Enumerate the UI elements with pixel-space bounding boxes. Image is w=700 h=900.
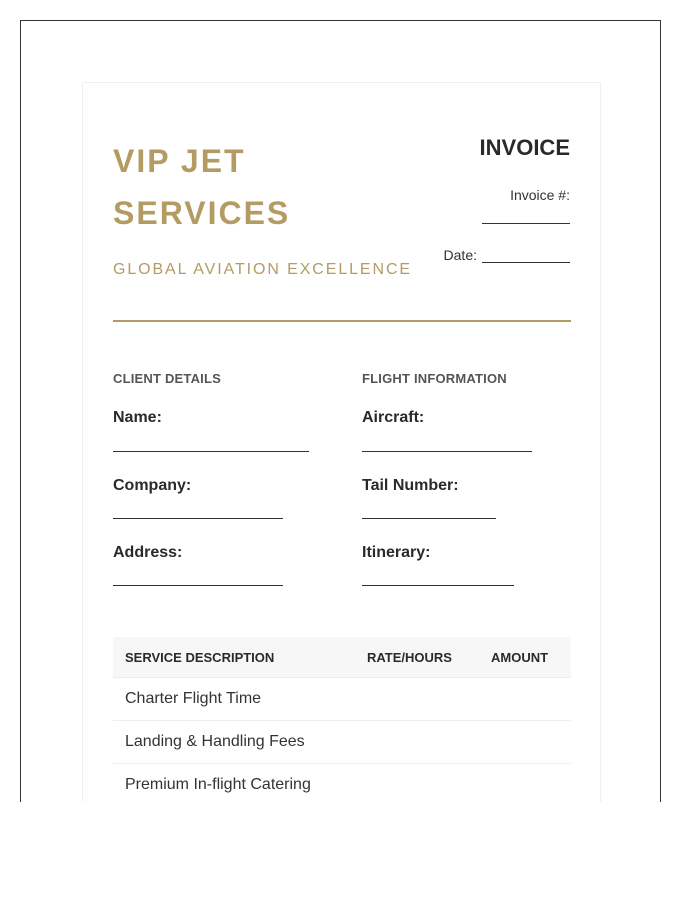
itinerary-label: Itinerary:: [362, 544, 431, 561]
flight-info-heading: FLIGHT INFORMATION: [362, 371, 507, 386]
aircraft-label: Aircraft:: [362, 409, 425, 426]
aircraft-field[interactable]: [362, 451, 532, 452]
itinerary-field[interactable]: [362, 585, 514, 586]
company-name: VIP JET SERVICES: [113, 143, 291, 231]
table-row: [113, 721, 571, 764]
table-row: [113, 678, 571, 721]
client-company-field[interactable]: [113, 518, 283, 519]
client-address-label: Address:: [113, 544, 183, 561]
invoice-number-field[interactable]: [482, 223, 570, 224]
service-description: Premium In-flight Catering: [125, 776, 311, 793]
invoice-date-label: Date:: [443, 247, 477, 263]
invoice-sheet: [82, 82, 601, 802]
client-address-field[interactable]: [113, 585, 283, 586]
invoice-date-field[interactable]: [482, 248, 570, 263]
client-name-field[interactable]: [113, 451, 309, 452]
table-row: [113, 764, 571, 802]
company-tagline: GLOBAL AVIATION EXCELLENCE: [113, 261, 412, 278]
column-header-amount: AMOUNT: [491, 649, 549, 665]
column-header-rate: RATE/HOURS: [367, 649, 452, 665]
client-name-label: Name:: [113, 409, 162, 426]
column-header-description: SERVICE DESCRIPTION: [125, 649, 275, 665]
invoice-date-row: [444, 247, 570, 263]
service-description: Charter Flight Time: [125, 690, 262, 707]
header-divider: [113, 320, 571, 322]
client-company-label: Company:: [113, 477, 192, 494]
services-table: [113, 637, 571, 802]
service-description: Landing & Handling Fees: [125, 733, 305, 750]
client-details-heading: CLIENT DETAILS: [113, 371, 221, 386]
invoice-title: INVOICE: [479, 135, 570, 160]
page-frame: [20, 20, 661, 802]
tail-number-label: Tail Number:: [362, 477, 459, 494]
tail-number-field[interactable]: [362, 518, 496, 519]
table-header: [113, 637, 571, 678]
invoice-number-label: Invoice #:: [510, 187, 570, 203]
